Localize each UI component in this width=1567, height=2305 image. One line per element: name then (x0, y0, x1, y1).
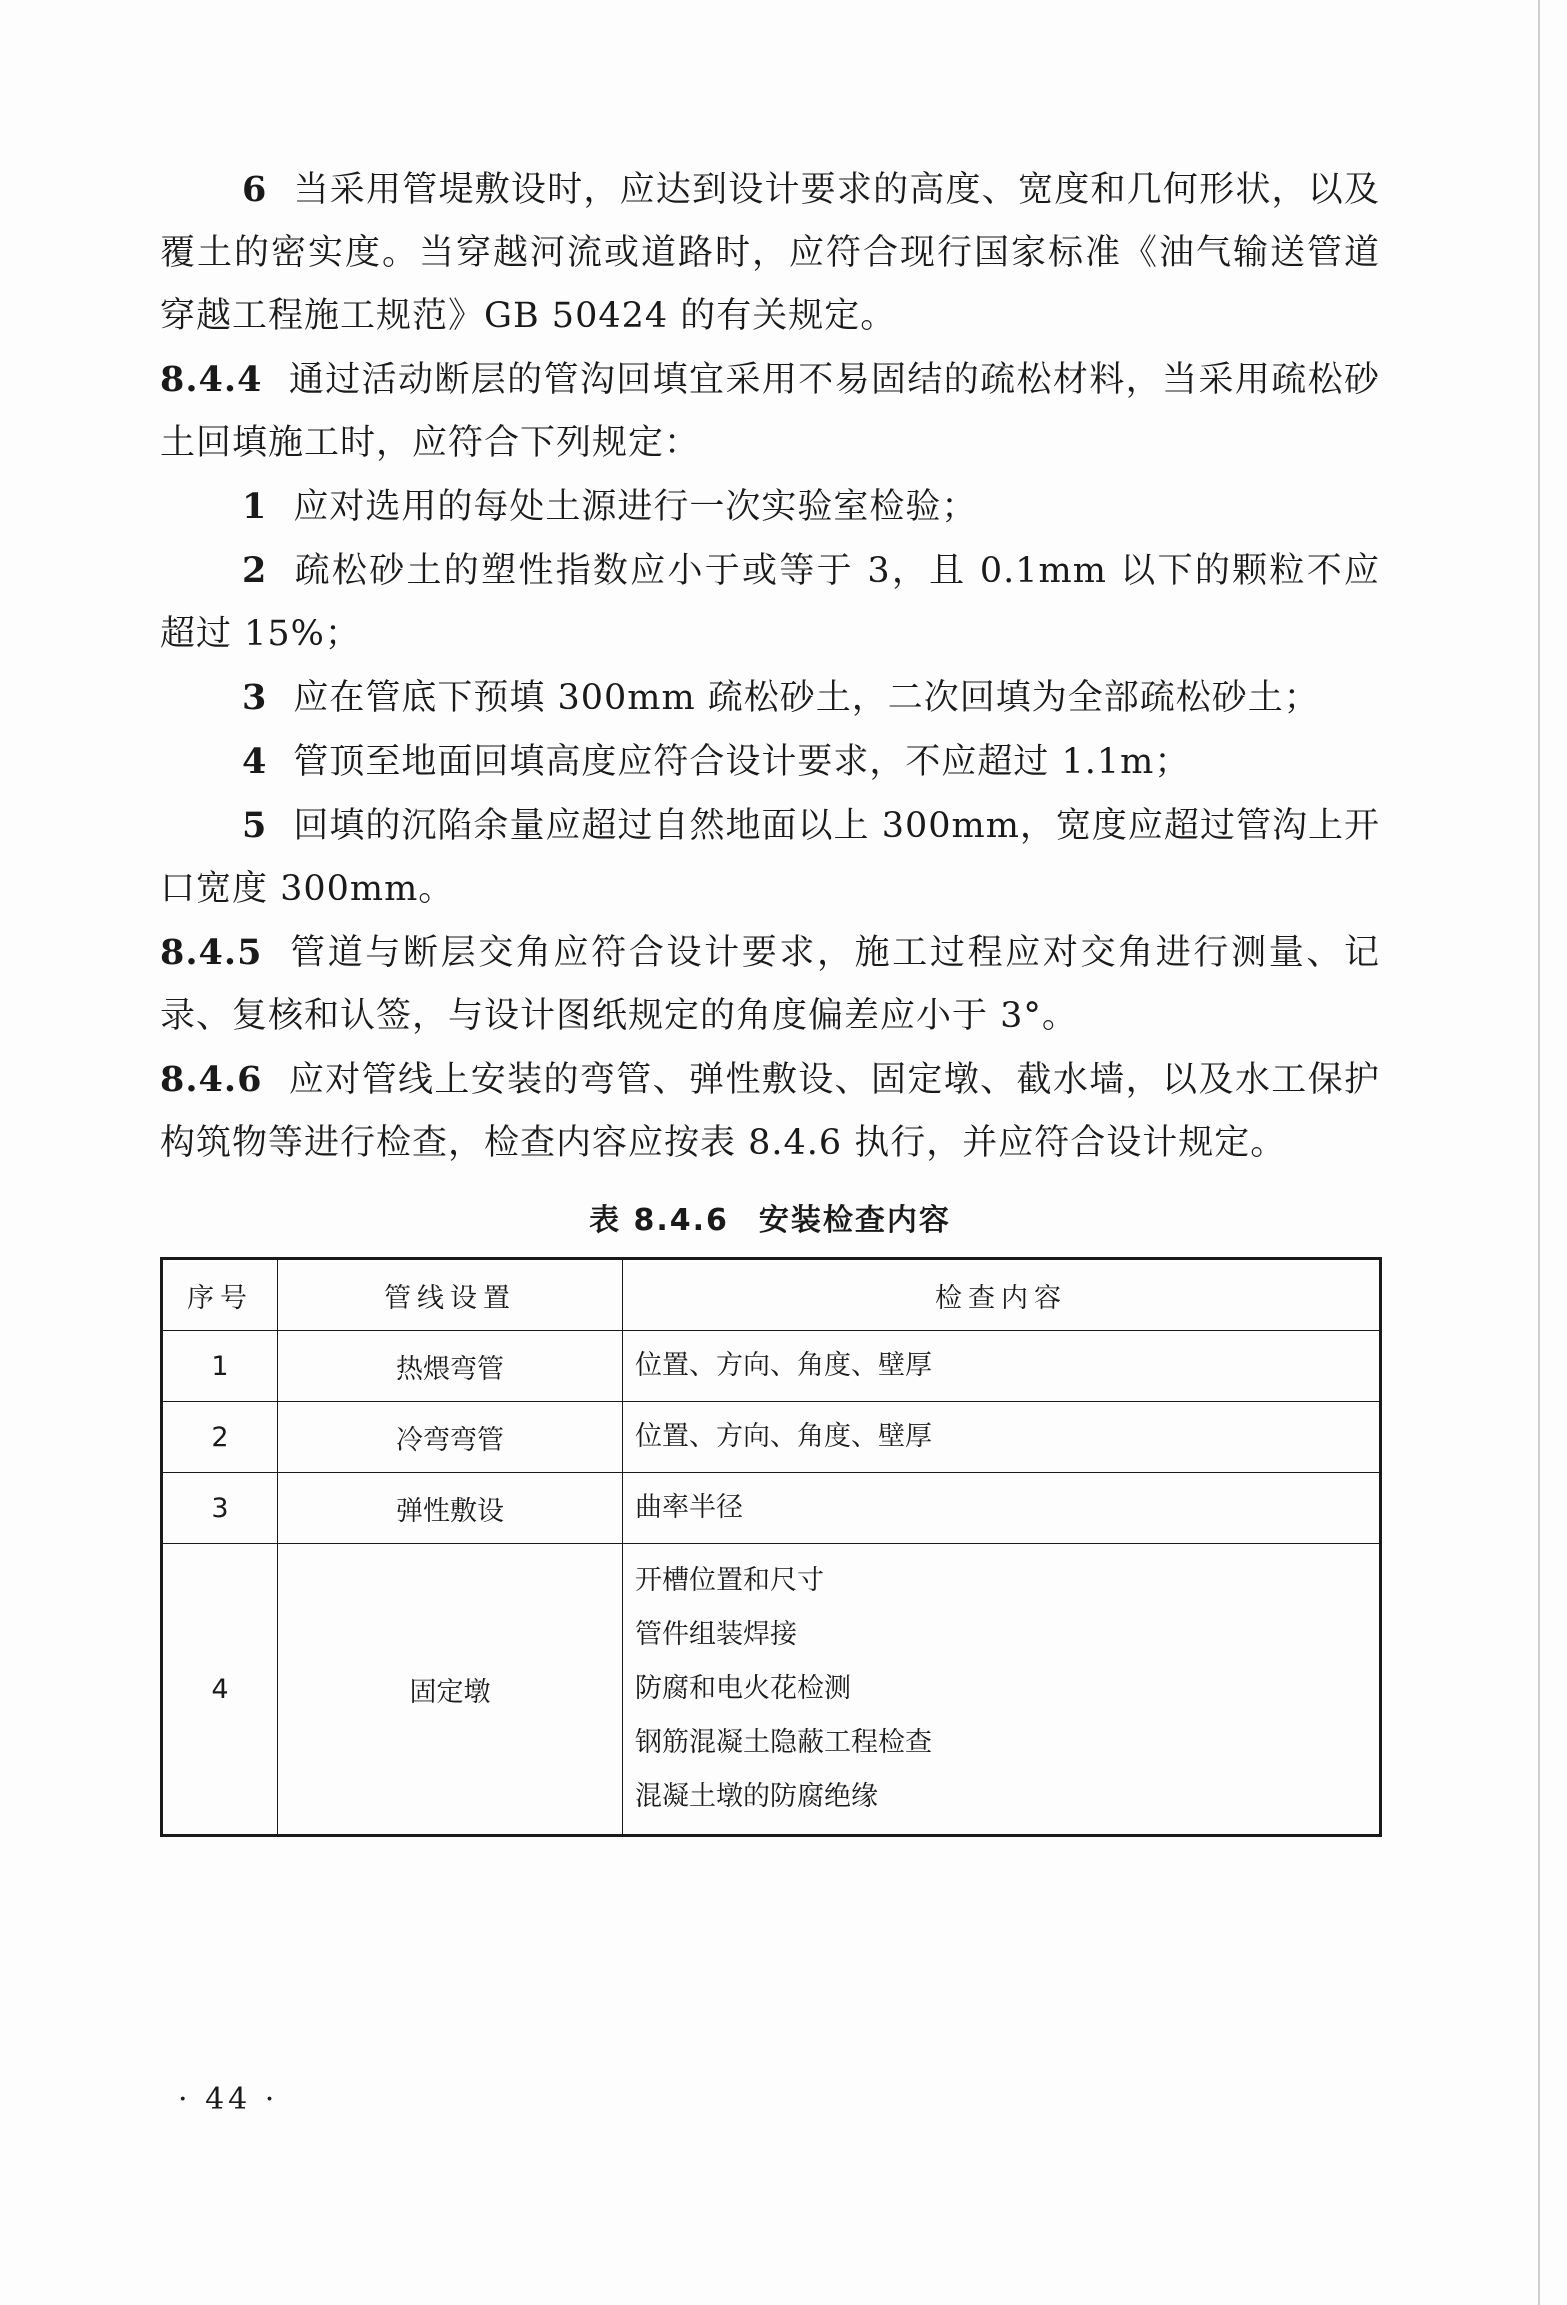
content-line: 位置、方向、角度、壁厚 (635, 1421, 932, 1452)
item-number: 2 (242, 550, 268, 591)
cell-content (623, 1331, 1381, 1402)
clause-number: 8.4.6 (160, 1059, 263, 1100)
paragraph-item-4 (160, 730, 1380, 794)
cell-serial: 3 (162, 1473, 278, 1544)
page-content (160, 158, 1380, 1837)
table-row (162, 1473, 1381, 1544)
clause-number: 8.4.4 (160, 359, 263, 400)
table-title (160, 1195, 1380, 1239)
content-line: 位置、方向、角度、壁厚 (635, 1350, 932, 1381)
item-number: 1 (242, 486, 268, 527)
table-header-row (162, 1259, 1381, 1331)
table-number: 表 8.4.6 (589, 1203, 729, 1238)
clause-text: 应对管线上安装的弯管、弹性敷设、固定墩、截水墙，以及水工保护构筑物等进行检查，检查内容应按表 8.4.6 执行，并应符合设计规定。 (160, 1060, 1380, 1163)
content-line: 曲率半径 (635, 1492, 743, 1523)
paragraph-item-6 (160, 158, 1380, 348)
cell-serial: 2 (162, 1402, 278, 1473)
item-text: 应在管底下预填 300mm 疏松砂土，二次回填为全部疏松砂土； (293, 678, 1320, 718)
clause-8-4-6 (160, 1048, 1380, 1175)
cell-content (623, 1544, 1381, 1836)
content-line: 混凝土墩的防腐绝缘 (635, 1781, 878, 1812)
content-line: 开槽位置和尺寸 (635, 1565, 824, 1596)
cell-serial: 4 (162, 1544, 278, 1836)
cell-serial: 1 (162, 1331, 278, 1402)
header-serial: 序号 (162, 1259, 278, 1331)
page-edge-rule (1538, 0, 1540, 2305)
item-number: 5 (242, 805, 268, 846)
cell-setting: 固定墩 (278, 1544, 623, 1836)
table-row (162, 1402, 1381, 1473)
item-text: 管顶至地面回填高度应符合设计要求，不应超过 1.1m； (293, 742, 1191, 782)
table-row (162, 1331, 1381, 1402)
clause-text: 管道与断层交角应符合设计要求，施工过程应对交角进行测量、记录、复核和认签，与设计图纸规定的角度偏差应小于 3°。 (160, 933, 1380, 1036)
clause-8-4-4 (160, 348, 1380, 475)
content-line: 管件组装焊接 (635, 1619, 797, 1650)
content-line: 钢筋混凝土隐蔽工程检查 (635, 1727, 932, 1758)
cell-setting: 热煨弯管 (278, 1331, 623, 1402)
paragraph-item-3 (160, 666, 1380, 730)
clause-number: 8.4.5 (160, 932, 263, 973)
cell-content (623, 1473, 1381, 1544)
clause-8-4-5 (160, 921, 1380, 1048)
paragraph-item-1 (160, 475, 1380, 539)
item-number: 3 (242, 677, 268, 718)
cell-setting: 弹性敷设 (278, 1473, 623, 1544)
cell-content (623, 1402, 1381, 1473)
item-text: 回填的沉陷余量应超过自然地面以上 300mm，宽度应超过管沟上开口宽度 300mm。 (160, 806, 1380, 909)
item-text: 应对选用的每处土源进行一次实验室检验； (293, 487, 978, 527)
item-text: 当采用管堤敷设时，应达到设计要求的高度、宽度和几何形状，以及覆土的密实度。当穿越河流或道路时，应符合现行国家标准《油气输送管道穿越工程施工规范》GB 50424 的有关规定。 (160, 170, 1380, 336)
paragraph-item-2 (160, 539, 1380, 666)
header-setting: 管线设置 (278, 1259, 623, 1331)
table-caption: 安装检查内容 (758, 1203, 951, 1238)
content-line: 防腐和电火花检测 (635, 1673, 851, 1704)
paragraph-item-5 (160, 794, 1380, 921)
cell-setting: 冷弯弯管 (278, 1402, 623, 1473)
page-number: · 44 · (178, 2082, 279, 2117)
inspection-table (160, 1257, 1382, 1837)
item-number: 4 (242, 741, 268, 782)
clause-text: 通过活动断层的管沟回填宜采用不易固结的疏松材料，当采用疏松砂土回填施工时，应符合下列规定： (160, 360, 1380, 463)
item-text: 疏松砂土的塑性指数应小于或等于 3，且 0.1mm 以下的颗粒不应超过 15%； (160, 551, 1380, 654)
item-number: 6 (242, 169, 268, 210)
table-row (162, 1544, 1381, 1836)
header-content: 检查内容 (623, 1259, 1381, 1331)
